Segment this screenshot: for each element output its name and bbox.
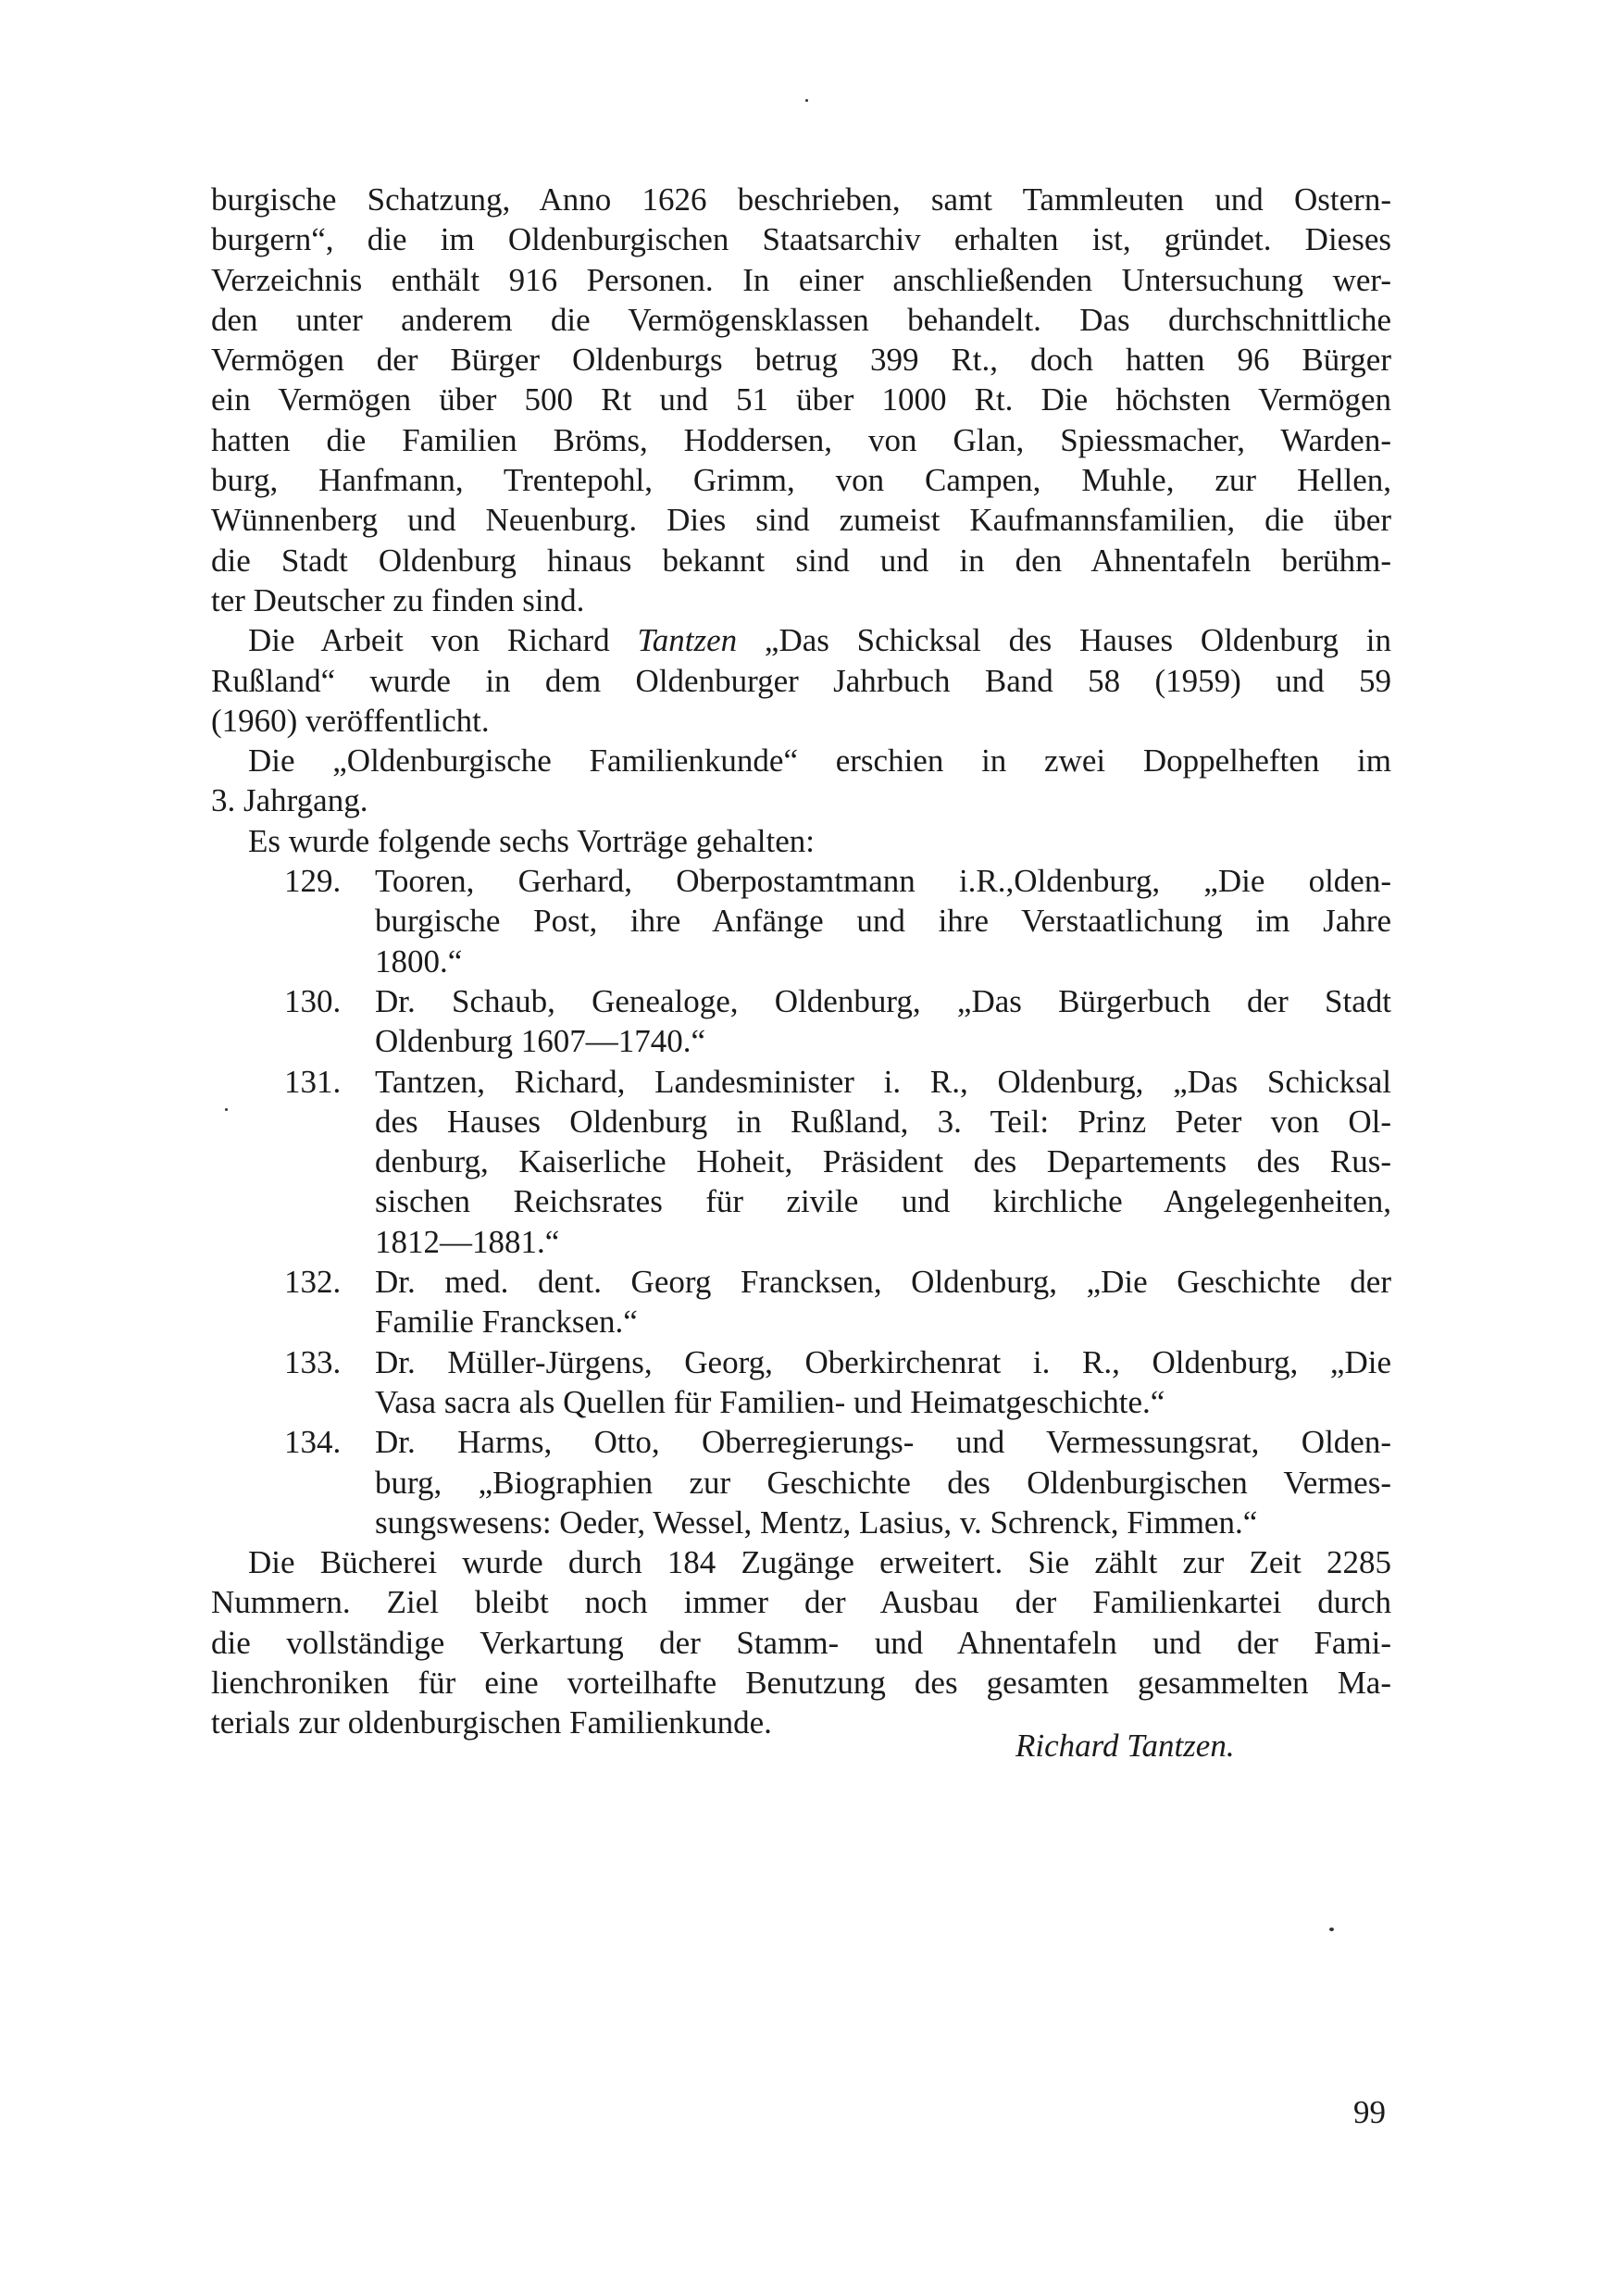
paragraph — [211, 180, 1391, 620]
text-line: Tantzen, Richard, Landesminister i. R., Oldenburg, „Das Schicksal — [375, 1063, 1391, 1100]
paragraph — [211, 821, 1391, 861]
text-line: 1800.“ — [375, 942, 463, 980]
text-line: Dr. med. dent. Georg Francksen, Oldenburg, „Die Geschichte der — [375, 1264, 1391, 1301]
text-line: 1812—1881.“ — [375, 1223, 560, 1260]
text-line: Es wurde folgende sechs Vorträge gehalten: — [248, 822, 815, 859]
text-line: Rußland“ wurde in dem Oldenburger Jahrbuch Band 58 (1959) und 59 — [211, 662, 1391, 699]
lecture-number: 133. — [284, 1343, 342, 1380]
text-segment: Die Arbeit von Richard — [248, 622, 638, 659]
text-line: terials zur oldenburgischen Familienkunde. — [211, 1704, 772, 1741]
text-line: 3. Jahrgang. — [211, 782, 368, 819]
text-line: sungswesens: Oeder, Wessel, Mentz, Lasius, v. Schrenck, Fimmen.“ — [375, 1504, 1258, 1541]
text-line: Oldenburg 1607—1740.“ — [375, 1023, 706, 1060]
text-line: burgern“, die im Oldenburgischen Staatsarchiv erhalten ist, gründet. Dieses — [211, 221, 1391, 258]
text-line: Vermögen der Bürger Oldenburgs betrug 399 Rt., doch hatten 96 Bürger — [211, 342, 1391, 379]
text-line: burgische Schatzung, Anno 1626 beschrieben, samt Tammleuten und Ostern- — [211, 181, 1391, 218]
lecture-list-item — [211, 1422, 1391, 1542]
paragraph — [211, 620, 1391, 741]
text-line: Vasa sacra als Quellen für Familien- und Heimatgeschichte.“ — [375, 1383, 1165, 1420]
text-line: ter Deutscher zu finden sind. — [211, 581, 585, 618]
page-number: 99 — [1353, 2094, 1386, 2130]
text-line: den unter anderem die Vermögensklassen behandelt. Das durchschnittliche — [211, 301, 1391, 338]
text-line: ein Vermögen über 500 Rt und 51 über 1000 Rt. Die höchsten Vermögen — [211, 381, 1391, 418]
lecture-list-item — [211, 1262, 1391, 1342]
text-line: hatten die Familien Bröms, Hoddersen, von Glan, Spiessmacher, Warden- — [211, 421, 1391, 458]
text-line: Tooren, Gerhard, Oberpostamtmann i.R.,Oldenburg, „Die olden- — [375, 863, 1391, 900]
lecture-list-item — [211, 981, 1391, 1062]
text-line: Dr. Schaub, Genealoge, Oldenburg, „Das Bürgerbuch der Stadt — [375, 982, 1391, 1019]
text-line: Die „Oldenburgische Familienkunde“ erschien in zwei Doppelheften im — [248, 742, 1391, 780]
text-line: Nummern. Ziel bleibt noch immer der Ausbau der Familienkartei durch — [211, 1584, 1391, 1621]
lecture-number: 134. — [284, 1424, 342, 1461]
scan-speck — [805, 99, 808, 102]
text-line — [211, 620, 1391, 660]
scan-speck — [225, 1108, 228, 1111]
lecture-number: 131. — [284, 1063, 342, 1100]
text-line: Familie Francksen.“ — [375, 1304, 638, 1341]
text-line: Verzeichnis enthält 916 Personen. In einer anschließenden Untersuchung wer- — [211, 261, 1391, 298]
lecture-description — [375, 1262, 1391, 1342]
text-line: burgische Post, ihre Anfänge und ihre Verstaatlichung im Jahre — [375, 903, 1391, 940]
lecture-list-item — [211, 1342, 1391, 1423]
italic-name: Tantzen — [637, 622, 738, 659]
text-line: Dr. Müller-Jürgens, Georg, Oberkirchenrat i. R., Oldenburg, „Die — [375, 1343, 1391, 1380]
lecture-list-item — [211, 861, 1391, 981]
text-line: Wünnenberg und Neuenburg. Dies sind zumeist Kaufmannsfamilien, die über — [211, 502, 1391, 539]
text-line: lienchroniken für eine vorteilhafte Benutzung des gesamten gesammelten Ma- — [211, 1664, 1391, 1701]
lecture-list-item — [211, 1062, 1391, 1262]
body-text — [211, 180, 1391, 1743]
text-line: (1960) veröffentlicht. — [211, 702, 490, 739]
paragraph — [211, 1542, 1391, 1742]
lecture-description — [375, 861, 1391, 981]
text-segment: „Das Schicksal des Hauses Oldenburg in — [737, 622, 1391, 659]
text-line: sischen Reichsrates für zivile und kirchliche Angelegenheiten, — [375, 1183, 1391, 1220]
lecture-number: 132. — [284, 1264, 342, 1301]
text-line: die Stadt Oldenburg hinaus bekannt sind und in den Ahnentafeln berühm- — [211, 542, 1391, 579]
text-line: Dr. Harms, Otto, Oberregierungs- und Vermessungsrat, Olden- — [375, 1424, 1391, 1461]
lecture-description — [375, 1422, 1391, 1542]
paragraph — [211, 741, 1391, 821]
text-line: Die Bücherei wurde durch 184 Zugänge erweitert. Sie zählt zur Zeit 2285 — [248, 1544, 1391, 1581]
lecture-number: 129. — [284, 863, 342, 900]
text-line: die vollständige Verkartung der Stamm- und Ahnentafeln und der Fami- — [211, 1624, 1391, 1661]
text-line: denburg, Kaiserliche Hoheit, Präsident des Departements des Rus- — [375, 1143, 1391, 1180]
lecture-number: 130. — [284, 982, 342, 1019]
lecture-description — [375, 981, 1391, 1062]
scan-speck — [1329, 1928, 1334, 1931]
text-line: burg, „Biographien zur Geschichte des Oldenburgischen Vermes- — [375, 1464, 1391, 1501]
text-line: burg, Hanfmann, Trentepohl, Grimm, von Campen, Muhle, zur Hellen, — [211, 462, 1391, 499]
lecture-description — [375, 1062, 1391, 1262]
lecture-description — [375, 1342, 1391, 1423]
author-signature: Richard Tantzen. — [1015, 1728, 1235, 1764]
text-line: des Hauses Oldenburg in Rußland, 3. Teil: Prinz Peter von Ol- — [375, 1103, 1391, 1140]
